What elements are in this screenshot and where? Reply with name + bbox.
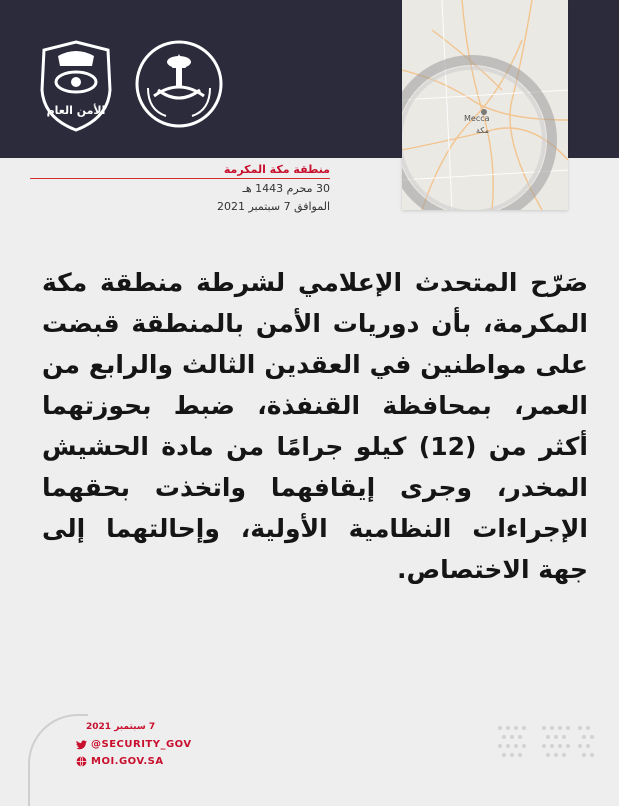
region-underline (30, 178, 330, 179)
map-label-en: Mecca (464, 114, 490, 123)
gregorian-date: الموافق 7 سبتمبر 2021 (216, 200, 330, 213)
globe-icon (76, 756, 87, 767)
logo-text: الأمن العام (46, 104, 106, 117)
map-illustration (402, 0, 568, 210)
announcement-text: صَرّح المتحدث الإعلامي لشرطة منطقة مكة المكرمة، بأن دوريات الأمن بالمنطقة قبضت على مواطنين في العقدين الثالث والرابع من العمر، بمحافظة القنفذة، ضبط بحوزتهما أكثر من (12) كيلو جرامًا من مادة الحشيش المخدر، وجرى إيقافهما واتخذت بحقهما الإجراءات النظامية الأولية، وإحالتهما إلى جهة الاختصاص. (42, 268, 588, 584)
map-label-ar: مكة (476, 126, 489, 135)
twitter-icon (76, 740, 87, 750)
decorative-dots-icon (494, 722, 598, 760)
footer (28, 708, 192, 788)
meta-block (217, 163, 330, 215)
region-title: منطقة مكة المكرمة (223, 163, 330, 176)
hijri-date: 30 محرم 1443 هـ (242, 182, 330, 195)
footer-date: 7 سبتمبر 2021 (86, 722, 156, 732)
twitter-link[interactable] (76, 739, 192, 750)
twitter-handle: @SECURITY_GOV (91, 739, 192, 750)
saudi-emblem-icon (137, 42, 221, 126)
logos (36, 38, 226, 134)
map-card (402, 0, 568, 210)
website-url: MOI.GOV.SA (91, 756, 164, 767)
website-link[interactable] (76, 756, 164, 767)
